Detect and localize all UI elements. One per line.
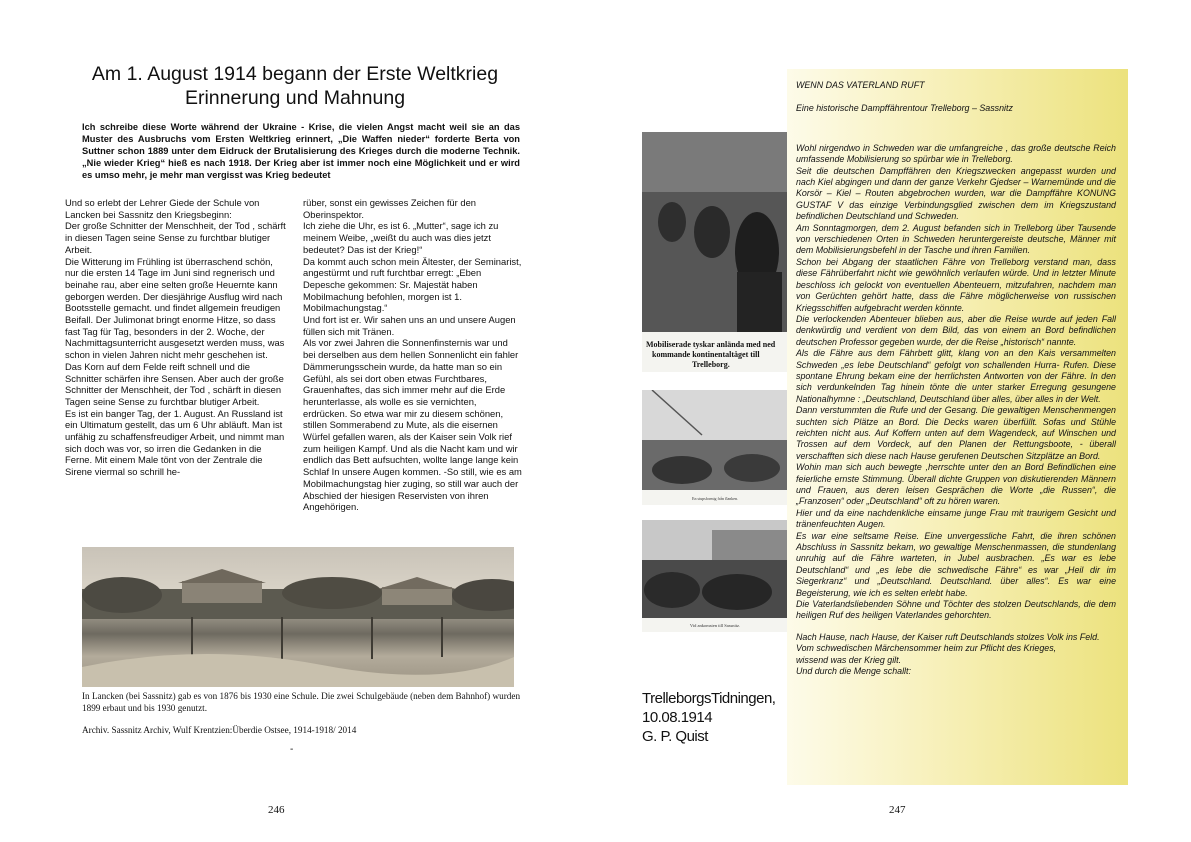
- title-line-1: Am 1. August 1914 begann der Erste Weltkrieg: [91, 63, 499, 85]
- paragraph: Wohin man sich auch bewegte ,herrschte unter den an Bord Befindlichen eine feierliche ernste Stimmung. Überall dichte Gruppen von diskutierenden Männern und Frauen, aus deren leisen Gesprächen die Worte „die Russen“, die „Franzosen“ oder „Deutschland“ oft zu hören waren.: [796, 462, 1116, 507]
- closing-line: Und durch die Menge schallt:: [796, 666, 911, 677]
- mobilization-photo: [642, 132, 788, 372]
- source-line-3: G. P. Quist: [642, 728, 708, 745]
- paragraph: Es war eine seltsame Reise. Eine unvergessliche Fahrt, die ihren schönen Abschluss in Sassnitz bekam, wo gewaltige Menschenmassen, die stundenlang unruhig auf die Fähre warteten, in Jubel ausbrachen. „Es war es lebe Deutschland“ und „es lebe die schwedische Fähre“ es war „Heil dir im Siegerkranz“ und „Deutschland. Deutschland. über alles“. Es war eine Begeisterung, wie ich es selten erlebt habe.: [796, 530, 1116, 598]
- paragraph: Es ist ein banger Tag, der 1. August. An Russland ist ein Ultimatum gestellt, das um 6 Uhr abläuft. Man ist unfähig zu schaffensfreudiger Arbeit, und nimmt man sich doch was vor, so irren die Gedanken in die Ferne. Mit einem Male tönt von der Zentrale die Sirene viermal so schrill he-: [65, 407, 285, 478]
- photo1-caption-line3: Trelleborg.: [692, 360, 730, 369]
- box-subheading: Eine historische Dampffährentour Trelleborg – Sassnitz: [796, 103, 1013, 114]
- paragraph: Und fort ist er. Wir sahen uns an und unsere Augen füllen sich mit Tränen.: [303, 314, 516, 337]
- photo3-caption: Vid ankomsten till Sassnitz.: [689, 623, 741, 628]
- page-number-right: 247: [889, 804, 906, 816]
- source-line-2: 10.08.1914: [642, 709, 713, 726]
- paragraph: Als die Fähre aus dem Fährbett glitt, klang von an den Kais versammelten Schweden „es lebe Deutschland“ gefolgt von schallenden Hurra- Rufen. Diese spontane Ehrung bekam eine der herrlichsten Antworten von der Fähre. In den sich verdunkelnden Tag hinein tönte die unter starker Erregung gesungene Nationalhymne : „Deutschland, Deutschland über alles, über alles in der Welt.: [796, 348, 1116, 404]
- box-heading: WENN DAS VATERLAND RUFT: [796, 80, 925, 90]
- photo2-caption: En stupsformig från flanken.: [692, 496, 738, 501]
- paragraph: Schon bei Abgang der staatlichen Fähre von Trelleborg verstand man, dass diese Fährüberfahrt nicht wie gewöhnlich verlaufen würde. Und in letzter Minute beschloss ich gelockt von eventuellen Abenteuern, mitzufahren, nachdem man von Gerüchten gehört hatte, dass die Fähre möglicherweise von russischen Kriegsschiffen aufgebracht werden könnte.: [796, 256, 1116, 313]
- sassnitz-arrival-photo: [642, 520, 788, 632]
- ferry-deck-photo: [642, 390, 788, 505]
- closing-line: Vom schwedischen Märchensommer heim zur Pflicht des Krieges,: [796, 643, 1057, 654]
- closing-line: wissend was der Krieg gilt.: [796, 654, 902, 665]
- paragraph: Die Witterung im Frühling ist überraschend schön, nur die ersten 14 Tage im Juni sind regnerisch und beinahe rau, aber eine selten große Heuernte kann geborgen werden. Der diesjährige Ausflug wird nach Bootsstelle gemacht. und findet allgemein freudigen Beifall. Der Julimonat bringt enorme Hitze, so dass fast Tag für Tag, besonders in der 2. Woche, der Nachmittagsunterricht ausgesetzt werden muss, was schon in vielen Jahren nicht mehr geschehen ist.: [65, 255, 285, 361]
- archive-credit: Archiv. Sassnitz Archiv, Wulf Krentzien:Überdie Ostsee, 1914-1918/ 2014: [82, 725, 357, 735]
- paragraph: Hier und da eine nachdenkliche einsame junge Frau mit traurigem Gesicht und tränenfeuchten Augen.: [796, 507, 1116, 530]
- intro-paragraph: Ich schreibe diese Worte während der Ukraine - Krise, die vielen Angst macht weil sie an das Muster des Ausbruchs vom Ersten Weltkrieg erinnert, „Die Waffen nieder“ forderte Berta von Suttner schon 1889 unter dem Eidruck der Brutalisierung des Krieges durch die moderne Technik. „Nie wieder Krieg“ hieß es nach 1918. Der Krieg aber ist immer noch eine Möglichkeit und er wird es umso mehr, je mehr man vergisst was Krieg bedeutet: [82, 122, 520, 180]
- source-line-1: TrelleborgsTidningen,: [642, 690, 776, 707]
- school-photo: [82, 547, 514, 687]
- paragraph: Das Korn auf dem Felde reift schnell und die Schnitter schärfen ihre Sensen. Aber auch der große Schnitter der Menschheit, der Tod , schärft in diesen Tagen seine Sense zu furchtbar blutiger Arbeit.: [65, 360, 284, 407]
- newspaper-source: [642, 689, 775, 746]
- page-number-left: 246: [268, 804, 285, 816]
- title-line-2: Erinnerung und Mahnung: [184, 87, 406, 109]
- paragraph: Die Vaterlandsliebenden Söhne und Töchter des stolzen Deutschlands, die dem heiligen Ruf des heiligen Vaterlandes gehorchten.: [796, 599, 1116, 621]
- paragraph: Ich ziehe die Uhr, es ist 6. „Mutter“, sage ich zu meinem Weibe, „weißt du auch was dies jetzt bedeutet? Das ist der Krieg!“: [303, 220, 499, 255]
- school-photo-caption: In Lancken (bei Sassnitz) gab es von 1876 bis 1930 eine Schule. Die zwei Schulgebäude (neben dem Bahnhof) wurden 1899 erbaut und bis 1930 genutzt.: [82, 691, 521, 713]
- paragraph: Wohl nirgendwo in Schweden war die umfangreiche , das große deutsche Reich umfassende Mobilisierung so spürbar wie in Trelleborg.: [796, 142, 1116, 165]
- article-box-text: [796, 80, 1116, 678]
- paragraph: Am Sonntagmorgen, dem 2. August befanden sich in Trelleborg über Tausende von verschiedenen Orten in Schweden heruntergereiste deutsche, Männer mit dem Mobilisierungsbefehl in der Tasche und ihren Familien.: [796, 222, 1116, 256]
- paragraph: rüber, sonst ein gewisses Zeichen für den Oberinspektor.: [303, 197, 477, 220]
- paragraph: Dann verstummten die Rufe und der Gesang. Die gewaltigen Menschenmengen suchten sich Plätze an Bord. Die Decks waren überfüllt. Sofas und Stühle reichten nicht aus. Auf Koffern unten auf dem Wagendeck, auf Winschen und Trossen auf dem Vordeck, auf den Planen der Rettungsboote, - überall verschafften sich diese nach Hause gerufenen Deutschen Sitzplätze an Bord.: [796, 405, 1116, 461]
- paragraph: Seit die deutschen Dampffähren den Kriegszwecken angepasst wurden und nach Kiel abgingen und dann der ganze Verkehr Gjedser – Warnemünde und die Korsör – Kiel – Routen abgebrochen wurden, war die Dampffähre KONUNG GUSTAF V das einzige Verbindungsglied zwischen dem im Kriegszustand befindlichen Deutschland und Schweden.: [796, 165, 1116, 222]
- separator-dash: -: [290, 744, 294, 755]
- photo1-caption-line1: Mobiliserade tyskar anlända med ned: [646, 340, 776, 349]
- paragraph: Der große Schnitter der Menschheit, der Tod , schärft in diesen Tagen seine Sense zu furchtbar blutiger Arbeit.: [65, 220, 286, 255]
- text-column-1: [65, 197, 287, 478]
- paragraph: Als vor zwei Jahren die Sonnenfinsternis war und bei derselben aus dem hellen Sonnenlicht ein fahler Dämmerungsschein wurde, da hatte man so ein Gefühl, als sei dort oben etwas Furchtbares, Grauenhaftes, das sich immer mehr auf die Erde herunterlasse, als wolle es sie vernichten, erdrücken. So etwa war mir zu diesem schönen, stillen Sommerabend zu Mute, als die eisernen Würfel gefallen waren, als der Kaiser sein Volk rief zum heiligen Kampf. Und als die Nacht kam und wir endlich das Bett aufsuchten, wollte lange lange kein Schlaf In unsere Augen kommen. -So still, wie es am Mobilmachungstag hier zuging, so still war auch der Abschied der hiesigen Reservisten von ihren Angehörigen.: [303, 337, 522, 513]
- text-column-2: [303, 197, 522, 513]
- paragraph: Und so erlebt der Lehrer Giede der Schule von Lancken bei Sassnitz den Kriegsbeginn:: [65, 197, 260, 220]
- article-title: [40, 62, 550, 110]
- photo1-caption-line2: kommande kontinentaltåget till: [652, 350, 760, 359]
- paragraph: Da kommt auch schon mein Ältester, der Seminarist, angestürmt und ruft furchtbar erregt: „Eben Depesche gekommen: Sr. Majestät haben Mobilmachung befohlen, morgen ist 1. Mobilmachungstag.“: [303, 255, 522, 314]
- paragraph: Die verlockenden Abenteuer blieben aus, aber die Reise wurde auf jeden Fall denkwürdig und verdient von dem Bild, das von einem an Bord befindlichen deutschen Professor gegeben wurde, der die Reise „historisch“ nannte.: [796, 313, 1116, 347]
- closing-line: Nach Hause, nach Hause, der Kaiser ruft Deutschlands stolzes Volk ins Feld.: [796, 631, 1100, 642]
